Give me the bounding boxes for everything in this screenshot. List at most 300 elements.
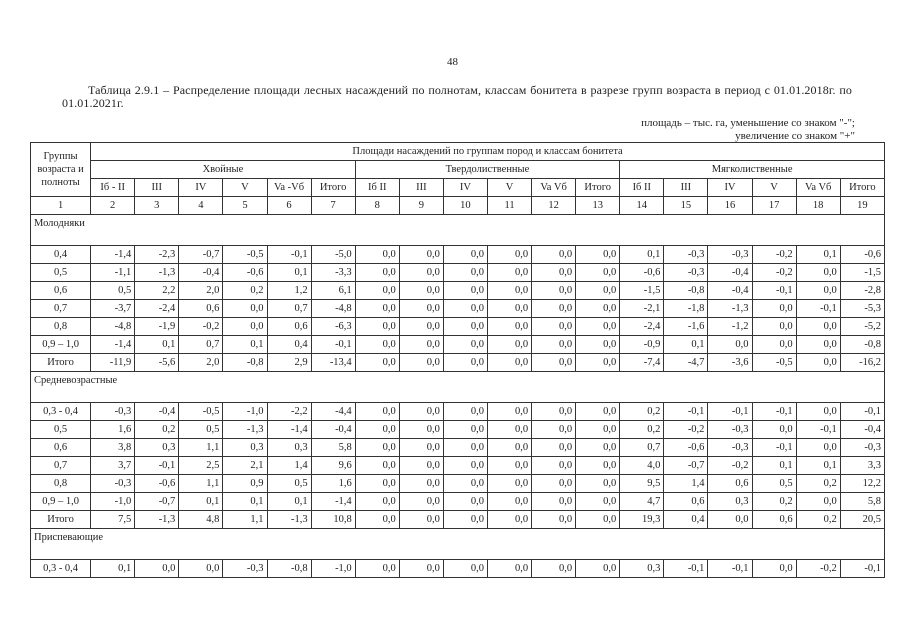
table-cell: -1,6 [664, 318, 708, 336]
table-cell: -0,4 [135, 403, 179, 421]
table-cell: -3,3 [311, 264, 355, 282]
table-cell: 0,3 [620, 560, 664, 578]
table-cell: 0,0 [355, 264, 399, 282]
table-cell: 0,0 [532, 264, 576, 282]
table-cell: -0,2 [179, 318, 223, 336]
section-title: Средневозрастные [31, 372, 885, 390]
header-subcolumn: Итого [840, 179, 884, 197]
table-cell: 0,0 [532, 282, 576, 300]
table-row [31, 475, 885, 493]
table-cell: -0,1 [752, 282, 796, 300]
table-cell: 0,0 [576, 336, 620, 354]
header-subcolumn: Итого [576, 179, 620, 197]
table-cell: 0,1 [664, 336, 708, 354]
table-cell: 0,0 [399, 403, 443, 421]
table-cell: -0,9 [620, 336, 664, 354]
table-cell: 0,6 [752, 511, 796, 529]
header-subcolumn: Va -Vб [267, 179, 311, 197]
table-cell: 0,0 [399, 264, 443, 282]
table-row [31, 282, 885, 300]
table-cell: 20,5 [840, 511, 884, 529]
table-cell: 0,3 [267, 439, 311, 457]
table-cell: -0,7 [179, 246, 223, 264]
table-cell: -0,2 [752, 246, 796, 264]
table-cell: 0,0 [796, 282, 840, 300]
table-cell: 1,2 [267, 282, 311, 300]
table-cell: 0,0 [399, 300, 443, 318]
table-cell: 1,6 [311, 475, 355, 493]
table-cell: 0,0 [487, 403, 531, 421]
column-number: 14 [620, 197, 664, 215]
column-number: 5 [223, 197, 267, 215]
table-cell: 0,5 [752, 475, 796, 493]
table-cell: 0,1 [796, 457, 840, 475]
table-body [31, 215, 885, 578]
table-cell: 0,0 [752, 318, 796, 336]
table-cell: -1,9 [135, 318, 179, 336]
table-cell: 4,0 [620, 457, 664, 475]
table-cell: 0,0 [487, 421, 531, 439]
table-cell: -0,2 [708, 457, 752, 475]
table-cell: -1,0 [311, 560, 355, 578]
table-cell: 0,1 [135, 336, 179, 354]
table-cell: 0,0 [752, 421, 796, 439]
table-cell: 0,0 [355, 457, 399, 475]
table-cell: -0,1 [135, 457, 179, 475]
table-cell: 0,0 [487, 318, 531, 336]
table-cell: -4,4 [311, 403, 355, 421]
header-column-numbers [31, 197, 885, 215]
table-cell: -0,3 [840, 439, 884, 457]
table-cell: -5,2 [840, 318, 884, 336]
table-cell: 0,0 [355, 282, 399, 300]
table-cell: 1,1 [223, 511, 267, 529]
table-cell: 2,0 [179, 354, 223, 372]
table-cell: -0,1 [311, 336, 355, 354]
column-number: 7 [311, 197, 355, 215]
header-hardwoods: Твердолиственные [355, 161, 620, 179]
table-cell: 0,3 [708, 493, 752, 511]
table-cell: 0,0 [752, 336, 796, 354]
table-cell: -11,9 [91, 354, 135, 372]
table-cell: 7,5 [91, 511, 135, 529]
page-number: 48 [447, 56, 458, 68]
table-cell: 0,1 [267, 264, 311, 282]
table-cell: -1,3 [267, 511, 311, 529]
table-cell: 3,3 [840, 457, 884, 475]
table-cell: 0,0 [355, 300, 399, 318]
table-cell: 0,5 [179, 421, 223, 439]
table-cell: -0,1 [752, 403, 796, 421]
table-cell: -1,5 [620, 282, 664, 300]
table-cell: -1,3 [135, 264, 179, 282]
table-cell: -0,4 [311, 421, 355, 439]
table-cell: 0,0 [487, 300, 531, 318]
table-cell: -0,4 [840, 421, 884, 439]
table-cell: 0,0 [576, 246, 620, 264]
table-cell: 1,6 [91, 421, 135, 439]
header-subcolumn: Va Vб [532, 179, 576, 197]
section-title: Молодняки [31, 215, 885, 233]
table-cell: 0,0 [179, 560, 223, 578]
table-cell: 0,0 [355, 560, 399, 578]
row-label: 0,9 – 1,0 [31, 493, 91, 511]
table-cell: 0,2 [796, 475, 840, 493]
table-cell: -5,3 [840, 300, 884, 318]
column-number: 9 [399, 197, 443, 215]
table-cell: -0,3 [708, 246, 752, 264]
table-cell: -0,3 [708, 421, 752, 439]
table-cell: 0,0 [576, 421, 620, 439]
header-group-column: Группы возраста и полноты [31, 143, 91, 197]
header-subcolumns [31, 179, 885, 197]
table-cell: -1,4 [311, 493, 355, 511]
column-number: 19 [840, 197, 884, 215]
table-row [31, 457, 885, 475]
table-cell: -1,3 [135, 511, 179, 529]
table-cell: 0,0 [487, 560, 531, 578]
table-cell: 0,1 [620, 246, 664, 264]
table-cell: 0,0 [796, 264, 840, 282]
column-number: 12 [532, 197, 576, 215]
table-cell: 0,0 [135, 560, 179, 578]
table-cell: -2,4 [620, 318, 664, 336]
table-cell: 0,6 [708, 475, 752, 493]
table-cell: 0,0 [576, 300, 620, 318]
table-cell: 0,0 [443, 421, 487, 439]
section-header-row [31, 215, 885, 233]
table-cell: 0,0 [487, 336, 531, 354]
table-cell: 0,0 [443, 439, 487, 457]
table-cell: 0,0 [399, 336, 443, 354]
table-cell: 0,0 [532, 403, 576, 421]
table-cell: 0,0 [532, 421, 576, 439]
table-cell: 0,0 [355, 475, 399, 493]
header-subcolumn: V [752, 179, 796, 197]
table-cell: 0,0 [532, 493, 576, 511]
table-row [31, 560, 885, 578]
table-cell: -0,8 [223, 354, 267, 372]
spacer-cell [31, 232, 885, 246]
table-cell: -1,4 [91, 336, 135, 354]
table-cell: 0,3 [223, 439, 267, 457]
table-cell: 0,0 [752, 560, 796, 578]
column-number: 18 [796, 197, 840, 215]
row-label: 0,4 [31, 246, 91, 264]
table-cell: 0,0 [399, 318, 443, 336]
header-softwoods: Мягколиственные [620, 161, 885, 179]
table-cell: 0,0 [796, 493, 840, 511]
table-row [31, 354, 885, 372]
table-cell: -0,5 [752, 354, 796, 372]
table-cell: -4,8 [91, 318, 135, 336]
column-number: 17 [752, 197, 796, 215]
row-label: 0,3 - 0,4 [31, 560, 91, 578]
column-number: 3 [135, 197, 179, 215]
table-cell: 0,6 [664, 493, 708, 511]
table-cell: -0,1 [267, 246, 311, 264]
column-number: 4 [179, 197, 223, 215]
table-cell: -0,8 [267, 560, 311, 578]
table-cell: 0,0 [487, 511, 531, 529]
table-row [31, 511, 885, 529]
table-cell: 0,7 [179, 336, 223, 354]
table-cell: -0,8 [840, 336, 884, 354]
table-cell: 0,1 [91, 560, 135, 578]
table-cell: 0,2 [620, 421, 664, 439]
table-cell: 0,7 [620, 439, 664, 457]
table-cell: 0,0 [576, 475, 620, 493]
table-cell: 0,0 [532, 354, 576, 372]
table-cell: -0,6 [620, 264, 664, 282]
table-cell: 0,0 [576, 403, 620, 421]
column-number: 10 [443, 197, 487, 215]
table-row [31, 246, 885, 264]
table-cell: 0,0 [532, 246, 576, 264]
table-cell: 0,6 [179, 300, 223, 318]
table-cell: 0,1 [267, 493, 311, 511]
table-cell: 0,0 [576, 560, 620, 578]
table-cell: 1,4 [664, 475, 708, 493]
table-cell: -1,0 [91, 493, 135, 511]
table-cell: -1,3 [708, 300, 752, 318]
table-cell: 0,0 [355, 354, 399, 372]
table-cell: 19,3 [620, 511, 664, 529]
table-cell: -0,7 [135, 493, 179, 511]
table-cell: 0,1 [752, 457, 796, 475]
table-cell: 0,4 [664, 511, 708, 529]
table-cell: 0,0 [532, 336, 576, 354]
table-cell: 10,8 [311, 511, 355, 529]
table-cell: 0,0 [443, 264, 487, 282]
table-cell: 2,5 [179, 457, 223, 475]
forest-area-table [30, 142, 885, 578]
table-cell: 5,8 [311, 439, 355, 457]
table-row [31, 439, 885, 457]
column-number: 13 [576, 197, 620, 215]
row-label: 0,6 [31, 439, 91, 457]
table-cell: -0,3 [664, 246, 708, 264]
header-subcolumn: IV [443, 179, 487, 197]
table-cell: 3,7 [91, 457, 135, 475]
table-cell: 0,2 [620, 403, 664, 421]
column-number: 16 [708, 197, 752, 215]
table-row [31, 300, 885, 318]
table-cell: -2,2 [267, 403, 311, 421]
table-cell: 0,0 [487, 264, 531, 282]
table-cell: 0,0 [443, 336, 487, 354]
table-cell: 0,0 [576, 439, 620, 457]
table-cell: 0,0 [399, 511, 443, 529]
row-label: 0,8 [31, 475, 91, 493]
table-cell: 6,1 [311, 282, 355, 300]
table-cell: 0,0 [399, 457, 443, 475]
section-header-row [31, 529, 885, 547]
table-cell: 3,8 [91, 439, 135, 457]
table-cell: 0,0 [399, 246, 443, 264]
table-cell: 0,0 [443, 354, 487, 372]
table-cell: 0,2 [796, 511, 840, 529]
table-cell: -0,1 [752, 439, 796, 457]
table-cell: 0,0 [576, 354, 620, 372]
table-cell: -0,4 [708, 282, 752, 300]
table-cell: -2,8 [840, 282, 884, 300]
table-cell: -0,2 [752, 264, 796, 282]
table-cell: 0,0 [443, 475, 487, 493]
table-cell: -4,7 [664, 354, 708, 372]
column-number: 1 [31, 197, 91, 215]
table-cell: -1,5 [840, 264, 884, 282]
table-cell: 0,0 [443, 493, 487, 511]
table-cell: -0,1 [708, 560, 752, 578]
table-cell: -0,1 [840, 560, 884, 578]
table-cell: 0,0 [487, 282, 531, 300]
table-cell: 2,1 [223, 457, 267, 475]
table-cell: 0,0 [355, 336, 399, 354]
table-cell: 0,0 [708, 511, 752, 529]
table-cell: 0,4 [267, 336, 311, 354]
table-row [31, 336, 885, 354]
table-cell: -0,1 [796, 300, 840, 318]
row-label: 0,5 [31, 264, 91, 282]
section-header-row [31, 372, 885, 390]
table-cell: -4,8 [311, 300, 355, 318]
table-row [31, 421, 885, 439]
header-subcolumn: Iб - II [91, 179, 135, 197]
table-cell: 2,0 [179, 282, 223, 300]
table-cell: 0,1 [179, 493, 223, 511]
table-cell: 0,7 [267, 300, 311, 318]
table-cell: -0,2 [664, 421, 708, 439]
table-cell: -3,7 [91, 300, 135, 318]
section-title: Приспевающие [31, 529, 885, 547]
row-label: Итого [31, 354, 91, 372]
section-spacer-row [31, 546, 885, 560]
column-number: 6 [267, 197, 311, 215]
table-cell: 0,0 [796, 439, 840, 457]
units-note: площадь – тыс. га, уменьшение со знаком "-"; [641, 117, 855, 129]
table-cell: 4,7 [620, 493, 664, 511]
header-subcolumn: III [664, 179, 708, 197]
table-cell: 0,0 [223, 318, 267, 336]
section-spacer-row [31, 389, 885, 403]
table-cell: 0,0 [355, 246, 399, 264]
header-conifers: Хвойные [91, 161, 356, 179]
header-subcolumn: Итого [311, 179, 355, 197]
table-cell: -1,4 [91, 246, 135, 264]
header-subcolumn: IV [708, 179, 752, 197]
table-cell: 2,9 [267, 354, 311, 372]
table-cell: -0,6 [664, 439, 708, 457]
table-cell: -1,0 [223, 403, 267, 421]
table-cell: 0,5 [91, 282, 135, 300]
table-cell: 0,2 [223, 282, 267, 300]
table-cell: 1,4 [267, 457, 311, 475]
table-cell: 0,0 [355, 318, 399, 336]
table-cell: 0,0 [796, 318, 840, 336]
table-header [31, 143, 885, 215]
table-cell: 0,0 [796, 403, 840, 421]
table-cell: -3,6 [708, 354, 752, 372]
table-cell: -0,5 [179, 403, 223, 421]
row-label: 0,9 – 1,0 [31, 336, 91, 354]
table-cell: 4,8 [179, 511, 223, 529]
table-cell: -0,3 [664, 264, 708, 282]
table-cell: 0,0 [532, 457, 576, 475]
table-cell: -13,4 [311, 354, 355, 372]
spacer-cell [31, 546, 885, 560]
table-cell: 0,2 [135, 421, 179, 439]
header-subcolumn: Va Vб [796, 179, 840, 197]
table-cell: 0,0 [576, 511, 620, 529]
row-label: 0,3 - 0,4 [31, 403, 91, 421]
table-cell: 0,1 [223, 493, 267, 511]
table-row [31, 318, 885, 336]
table-cell: -0,3 [708, 439, 752, 457]
table-row [31, 493, 885, 511]
row-label: 0,7 [31, 300, 91, 318]
table-cell: 9,5 [620, 475, 664, 493]
table-cell: -2,4 [135, 300, 179, 318]
column-number: 11 [487, 197, 531, 215]
table-row [31, 264, 885, 282]
header-subcolumn: V [487, 179, 531, 197]
table-cell: 0,0 [399, 493, 443, 511]
table-cell: 0,0 [443, 318, 487, 336]
row-label: 0,7 [31, 457, 91, 475]
table-cell: -0,4 [179, 264, 223, 282]
table-cell: 0,0 [399, 354, 443, 372]
table-cell: 0,2 [752, 493, 796, 511]
table-cell: 0,0 [576, 457, 620, 475]
table-cell: 12,2 [840, 475, 884, 493]
table-cell: 9,6 [311, 457, 355, 475]
header-main: Площади насаждений по группам пород и классам бонитета [91, 143, 885, 161]
table-cell: -0,6 [223, 264, 267, 282]
table-cell: 0,0 [576, 493, 620, 511]
table-cell: 0,0 [576, 282, 620, 300]
column-number: 8 [355, 197, 399, 215]
table-cell: 0,0 [752, 300, 796, 318]
table-cell: 0,0 [399, 560, 443, 578]
table-cell: 0,0 [576, 318, 620, 336]
table-cell: 0,0 [532, 511, 576, 529]
table-cell: 0,0 [532, 318, 576, 336]
table-cell: 0,0 [355, 403, 399, 421]
table-cell: -0,1 [796, 421, 840, 439]
table-cell: 0,0 [399, 282, 443, 300]
table-caption: Таблица 2.9.1 – Распределение площади лесных насаждений по полнотам, классам бонитета в разрезе групп возраста в период с 01.01.2018г. по 01.01.2021г. [62, 83, 852, 110]
table-cell: 0,0 [443, 246, 487, 264]
header-subcolumn: IV [179, 179, 223, 197]
table-cell: 0,0 [399, 439, 443, 457]
table-cell: 0,0 [443, 403, 487, 421]
table-cell: -0,1 [664, 403, 708, 421]
table-cell: 0,0 [532, 300, 576, 318]
table-cell: 0,0 [708, 336, 752, 354]
table-cell: 0,0 [796, 336, 840, 354]
table-cell: 0,0 [223, 300, 267, 318]
table-cell: 2,2 [135, 282, 179, 300]
table-cell: 0,1 [223, 336, 267, 354]
table-cell: 0,0 [355, 493, 399, 511]
table-cell: -2,3 [135, 246, 179, 264]
sign-note: увеличение со знаком "+" [735, 130, 855, 142]
row-label: Итого [31, 511, 91, 529]
header-subcolumn: Iб II [620, 179, 664, 197]
table-cell: -1,1 [91, 264, 135, 282]
table-cell: 0,0 [487, 457, 531, 475]
